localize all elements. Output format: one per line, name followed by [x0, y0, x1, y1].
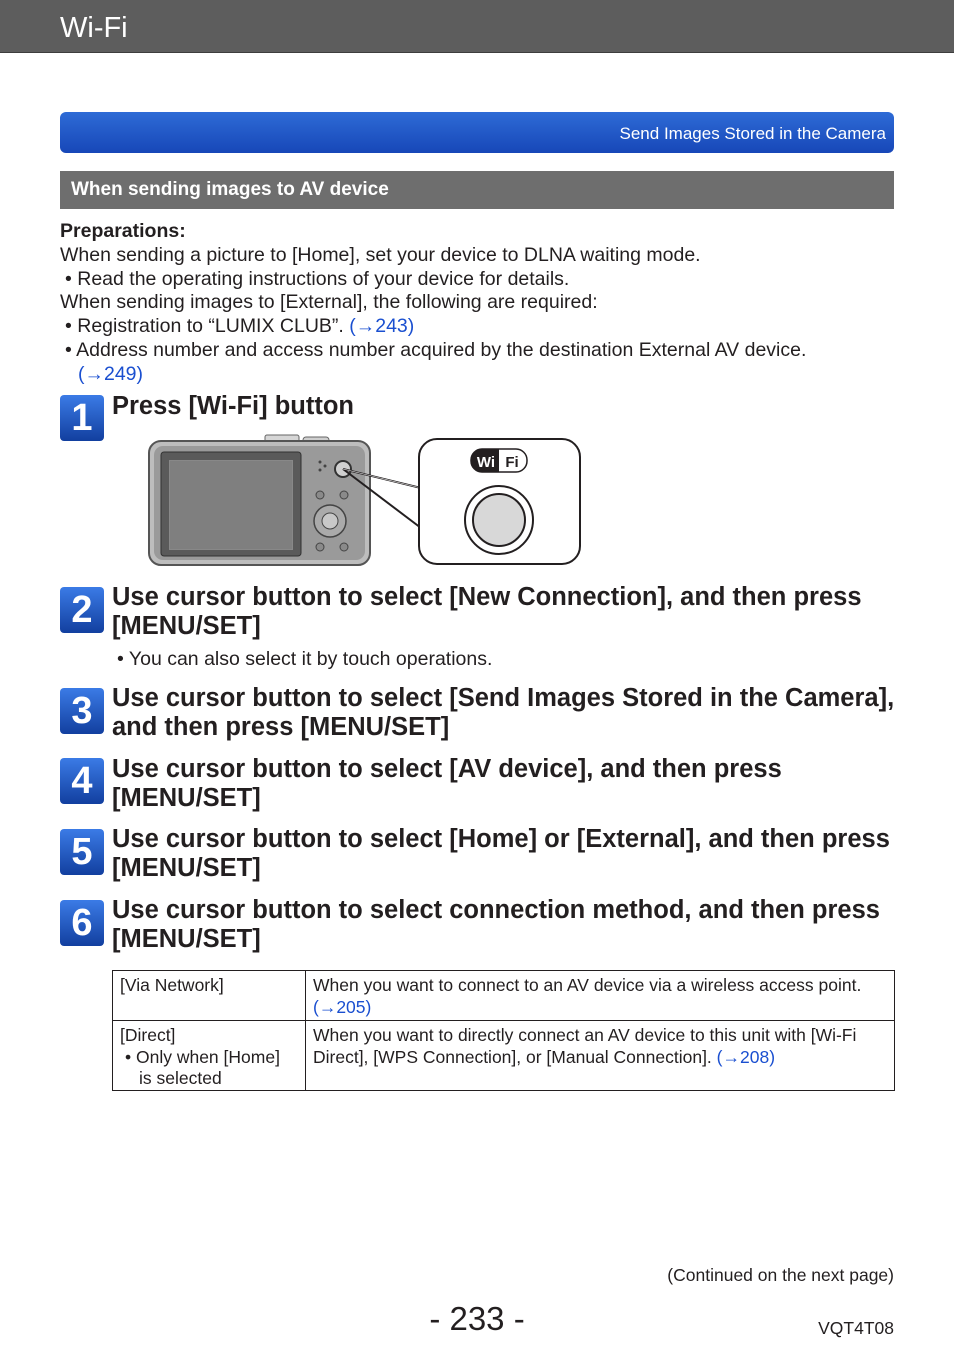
preparations-bullet: • Address number and access number acquired by the destination External AV device.	[65, 338, 807, 361]
connection-method-table	[112, 970, 895, 1091]
preparations-bullet: • Registration to “LUMIX CLUB”.	[65, 315, 344, 338]
wifi-badge-icon	[471, 449, 527, 472]
top-header-bar	[0, 0, 954, 53]
chapter-title: Wi-Fi	[60, 12, 128, 44]
page-reference-link[interactable]: (→243)	[349, 315, 415, 338]
step-heading: Use cursor button to select connection method, and then press [MENU/SET]	[112, 896, 880, 953]
preparations-line: When sending a picture to [Home], set your device to DLNA waiting mode.	[60, 243, 701, 266]
section-band	[60, 112, 894, 153]
preparations-bullet: • Read the operating instructions of your device for details.	[65, 267, 570, 290]
wifi-button-icon	[465, 486, 533, 554]
step-number-badge: 2	[60, 587, 104, 633]
table-cell-description	[306, 971, 895, 1021]
preparations-heading: Preparations:	[60, 220, 186, 242]
table-row	[113, 1021, 895, 1091]
table-cell-description	[306, 1021, 895, 1091]
preparations-bullet-link-line	[60, 363, 900, 387]
page-reference-link[interactable]: (→208)	[716, 1046, 776, 1067]
step-heading: Press [Wi-Fi] button	[112, 392, 355, 420]
wifi-badge-fi: Fi	[505, 454, 519, 471]
subsection-title: When sending images to AV device	[71, 179, 389, 200]
document-code: VQT4T08	[818, 1318, 894, 1338]
step-number-badge: 6	[60, 900, 104, 946]
step-heading: Use cursor button to select [New Connection], and then press [MENU/SET]	[112, 583, 862, 640]
preparations-bullet-item	[60, 315, 900, 339]
subsection-heading	[60, 171, 894, 209]
step-number-badge: 5	[60, 829, 104, 875]
step-number-badge: 3	[60, 688, 104, 734]
table-cell-option	[113, 1021, 306, 1091]
step-note: • You can also select it by touch operations.	[117, 648, 493, 670]
step-heading: Use cursor button to select [Home] or [External], and then press [MENU/SET]	[112, 825, 890, 882]
table-cell-option	[113, 971, 306, 1021]
option-label: [Via Network]	[120, 975, 224, 995]
option-description: When you want to directly connect an AV device to this unit with [Wi-Fi Direct], [WPS Connection], or [Manual Connection].	[313, 1025, 857, 1067]
camera-body-icon	[149, 435, 370, 565]
wifi-badge-wi: Wi	[476, 454, 496, 471]
option-label: [Direct]	[120, 1025, 176, 1045]
option-condition: • Only when [Home]	[125, 1046, 280, 1067]
preparations-line: When sending images to [External], the following are required:	[60, 291, 598, 314]
page-reference-link[interactable]: (→249)	[78, 362, 144, 385]
table-row	[113, 971, 895, 1021]
page-number: - 233 -	[429, 1300, 525, 1337]
step-heading: Use cursor button to select [Send Images Stored in the Camera], and then press [MENU/SET]	[112, 684, 895, 741]
section-band-label: Send Images Stored in the Camera	[619, 124, 886, 143]
option-description: When you want to connect to an AV device via a wireless access point.	[313, 975, 862, 995]
option-condition: is selected	[139, 1068, 222, 1088]
preparations-block	[60, 220, 900, 387]
step-heading: Use cursor button to select [AV device], and then press [MENU/SET]	[112, 755, 782, 812]
step-number-badge: 4	[60, 758, 104, 804]
page-reference-link[interactable]: (→205)	[313, 996, 372, 1017]
camera-wifi-illustration	[145, 432, 585, 568]
continued-note: (Continued on the next page)	[667, 1265, 894, 1285]
step-number-badge: 1	[60, 395, 104, 441]
